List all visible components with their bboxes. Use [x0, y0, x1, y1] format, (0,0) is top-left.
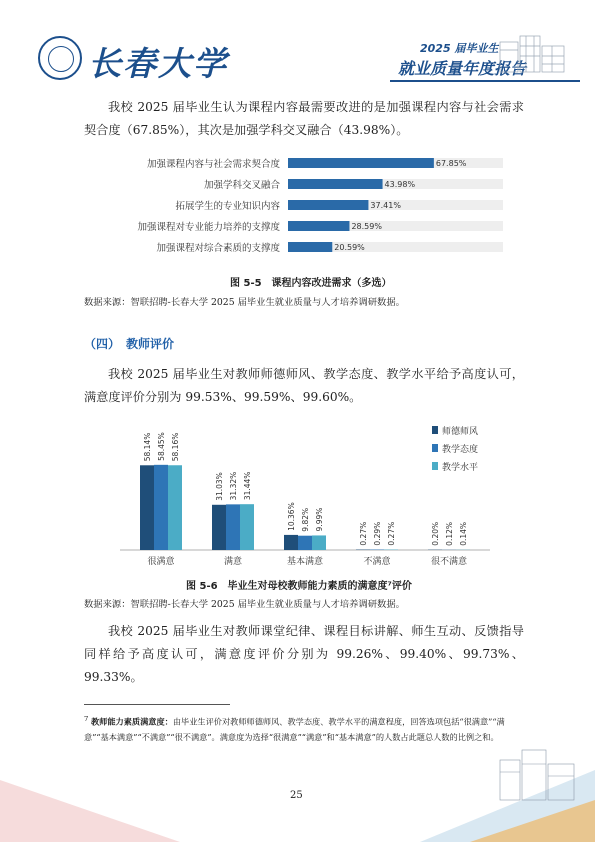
- bar: [284, 535, 298, 550]
- legend-label: 师德师风: [442, 427, 479, 437]
- category-label: 加强课程对综合素质的支撑度: [156, 243, 280, 254]
- header-rule: [390, 80, 580, 82]
- value-label: 0.29%: [373, 521, 382, 546]
- value-label: 10.36%: [287, 502, 296, 531]
- footnote-rule: [84, 704, 230, 705]
- data-source-note: 数据来源：智联招聘-长春大学 2025 届毕业生就业质量与人才培养调研数据。: [84, 599, 405, 610]
- paragraph: 我校 2025 届毕业生对教师课堂纪律、课程目标讲解、师生互动、反馈指导同样给予高度认可，满意度评价分别为 99.26%、99.40%、99.73%、99.33%。: [84, 624, 524, 684]
- category-label: 很满意: [147, 557, 175, 567]
- value-label: 28.59%: [351, 222, 382, 231]
- university-name-logo: 长春大学: [88, 44, 228, 83]
- bar: [288, 221, 349, 231]
- category-label: 基本满意: [286, 557, 324, 567]
- legend-swatch: [432, 426, 438, 434]
- value-label: 0.14%: [459, 521, 468, 546]
- data-source-note: 数据来源：智联招聘-长春大学 2025 届毕业生就业质量与人才培养调研数据。: [84, 297, 405, 308]
- section-title: （四） 教师评价: [84, 337, 175, 351]
- value-label: 9.99%: [315, 507, 324, 532]
- bar: [140, 465, 154, 550]
- footnote-term: 教师能力素质满意度：: [90, 716, 173, 727]
- legend-swatch: [432, 462, 438, 470]
- bar: [154, 465, 168, 550]
- bar: [240, 504, 254, 550]
- value-label: 37.41%: [370, 201, 401, 210]
- bar: [312, 535, 326, 550]
- figure-caption: 图 5-5 课程内容改进需求（多选）: [230, 278, 392, 289]
- bar: [288, 242, 332, 252]
- legend-swatch: [432, 444, 438, 452]
- value-label: 31.03%: [215, 472, 224, 501]
- legend-label: 教学水平: [442, 463, 479, 473]
- building-sketch-decoration: [490, 28, 580, 88]
- bar: [212, 505, 226, 550]
- figure-caption: 图 5-6 毕业生对母校教师能力素质的满意度⁷评价: [186, 581, 412, 592]
- value-label: 31.32%: [229, 471, 238, 501]
- bar: [288, 200, 368, 210]
- category-label: 加强学科交叉融合: [203, 180, 280, 191]
- teacher-satisfaction-bar-chart: [110, 420, 520, 570]
- value-label: 58.45%: [157, 432, 166, 461]
- page-number: 25: [290, 790, 303, 801]
- value-label: 43.98%: [384, 180, 416, 189]
- value-label: 0.12%: [445, 521, 454, 546]
- category-label: 拓展学生的专业知识内容: [175, 201, 280, 212]
- value-label: 0.27%: [359, 521, 368, 546]
- value-label: 31.44%: [243, 471, 252, 501]
- report-title: 就业质量年度报告: [398, 59, 527, 78]
- report-year: 2025 届毕业生: [420, 42, 499, 55]
- footnote-text: 由毕业生评价对教师师德师风、教学态度、教学水平的满意程度，回答选项包括“很满意”“满意”“基本满意”“不满意”“很不满意”。满意度为选择“很满意”“满意”和“基本满意”的人数占此题总人数的比例之和。: [84, 716, 505, 742]
- value-label: 67.85%: [435, 159, 467, 168]
- category-label: 很不满意: [430, 557, 468, 567]
- paragraph: 我校 2025 届毕业生认为课程内容最需要改进的是加强课程内容与社会需求契合度（67.85%），其次是加强学科交叉融合（43.98%）。: [84, 100, 524, 137]
- bar: [298, 536, 312, 550]
- value-label: 20.59%: [334, 243, 365, 252]
- value-label: 58.16%: [171, 432, 180, 462]
- footnote-mark: 7: [84, 715, 89, 723]
- value-label: 0.27%: [387, 521, 396, 546]
- category-label: 加强课程对专业能力培养的支撑度: [137, 222, 280, 233]
- category-label: 加强课程内容与社会需求契合度: [146, 159, 280, 170]
- university-seal-logo: [38, 36, 82, 80]
- category-label: 不满意: [363, 557, 391, 567]
- legend-label: 教学态度: [442, 445, 479, 455]
- value-label: 58.14%: [143, 432, 152, 462]
- bottom-landscape-decoration: [0, 740, 595, 842]
- category-label: 满意: [223, 557, 243, 567]
- paragraph: 我校 2025 届毕业生对教师师德师风、教学态度、教学水平给予高度认可，满意度评价分别为 99.53%、99.59%、99.60%。: [84, 367, 524, 404]
- value-label: 9.82%: [301, 507, 310, 532]
- bar: [288, 158, 434, 168]
- bar: [288, 179, 383, 189]
- bar: [226, 504, 240, 550]
- course-improvement-bar-chart: [130, 152, 510, 264]
- bar: [168, 465, 182, 550]
- value-label: 0.20%: [431, 521, 440, 546]
